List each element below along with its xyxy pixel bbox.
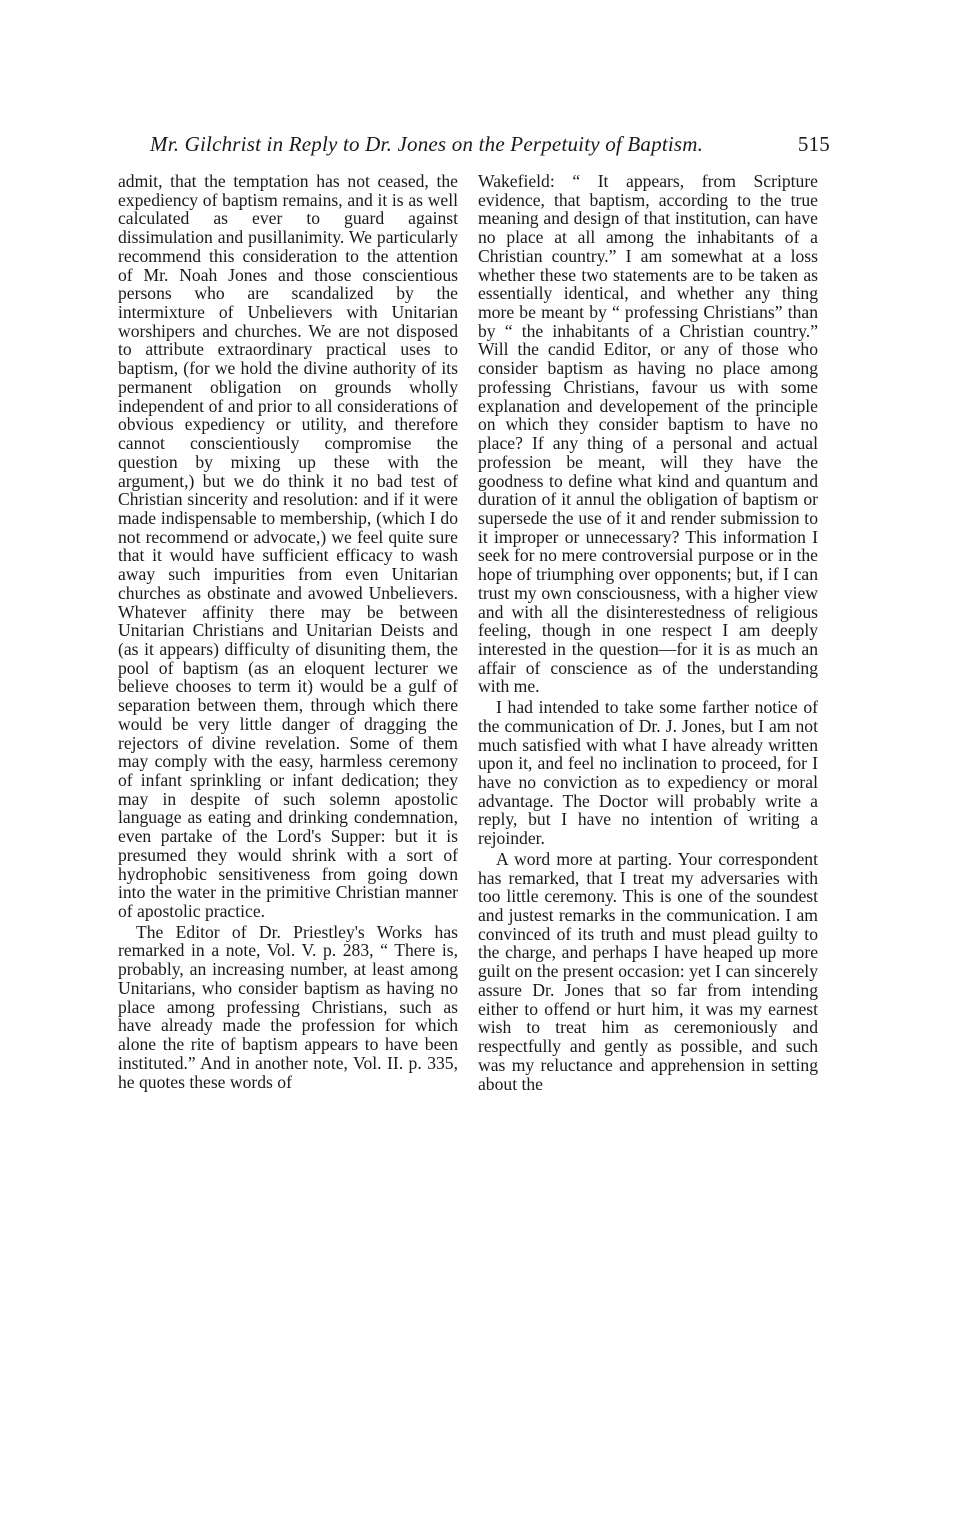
paragraph: I had intended to take some farther notice of the communication of Dr. J. Jones, but I am not much satisfied with what I have already written upon it, and feel no inclination to proceed, for I have no conviction as to expediency or moral advantage. The Doctor will probably write a reply, but I have no intention of writing a rejoinder. [478, 697, 818, 849]
running-head [150, 132, 830, 157]
paragraph: The Editor of Dr. Priestley's Works has remarked in a note, Vol. V. p. 283, “ There is, probably, an increasing number, at least among Unitarians, who consider baptism as having no place among professing Christians, such as have already made the profession for which alone the rite of baptism appears to have been instituted.” And in another note, Vol. II. p. 335, he quotes these words of [118, 921, 458, 1092]
page-number: 515 [797, 132, 830, 156]
left-column [118, 172, 458, 1091]
running-title: Mr. Gilchrist in Reply to Dr. Jones on the Perpetuity of Baptism. [150, 132, 704, 156]
right-column [478, 172, 818, 1093]
paragraph: A word more at parting. Your correspondent has remarked, that I treat my adversaries with too little ceremony. This is one of the soundest and justest remarks in the communication. I am convinced of its truth and must plead guilty to the charge, and perhaps I have heaped up more guilt on the present occasion: yet I can sincerely assure Dr. Jones that so far from intending either to offend or hurt him, it was my earnest wish to treat him as ceremoniously and respectfully and gently as possible, and such was my reluctance and apprehension in setting about the [478, 848, 818, 1094]
paragraph: Wakefield: “ It appears, from Scripture evidence, that baptism, according to the true meaning and design of that institution, can have no place at all among the inhabitants of a Christian country.” I am somewhat at a loss whether these two statements are to be taken as essentially identical, and whether any thing more be meant by “ professing Christians” than by “ the inhabitants of a Christian country.” Will the candid Editor, or any of those who consider baptism as having no place among professing Christians, favour us with some explanation and developement of the principle on which they consider baptism to have no place? If any thing of a personal and actual profession be meant, will they have the goodness to define what kind and quantum and duration of it annul the obligation of baptism or supersede the use of it and render submission to it improper or unnecessary? This information I seek for no mere controversial purpose or in the hope of triumphing over opponents; but, if I can trust my own consciousness, with a higher view and with all the disinterestedness of religious feeling, though in one respect I am deeply interested in the question—for it is as much an affair of conscience as of the understanding with me. [478, 171, 818, 697]
paragraph: admit, that the temptation has not ceased, the expediency of baptism remains, and it is as well calculated as ever to guard against dissimulation and pusillanimity. We particularly recommend this consideration to the attention of Mr. Noah Jones and those conscientious persons who are scandalized by the intermixture of Unbelievers with Unitarian worshipers and churches. We are not disposed to attribute extraordinary practical uses to baptism, (for we hold the divine authority of its permanent obligation on grounds wholly independent of and prior to all considerations of obvious expediency or utility, and therefore cannot conscientiously compromise the question by mixing up these with the argument,) but we do think it no bad test of Christian sincerity and resolution: and if it were made indispensable to membership, (which I do not recommend or advocate,) we feel quite sure that it would have sufficient efficacy to wash away such impurities from even Unitarian churches as obstinate and avowed Unbelievers. Whatever affinity there may be between Unitarian Christians and Unitarian Deists and (as it appears) difficulty of disuniting them, the pool of baptism (as an eloquent lecturer we believe chooses to term it) would be a gulf of separation between them, through which there would be very little danger of dragging the rejectors of divine revelation. Some of them may comply with the easy, harmless ceremony of infant sprinkling or infant dedication; they may in despite of such solemn apostolic language as eating and drinking condemnation, even partake of the Lord's Supper: but it is presumed they would shrink with a sort of hydrophobic sensitiveness from going down into the water in the primitive Christian manner of apostolic practice. [118, 171, 458, 922]
